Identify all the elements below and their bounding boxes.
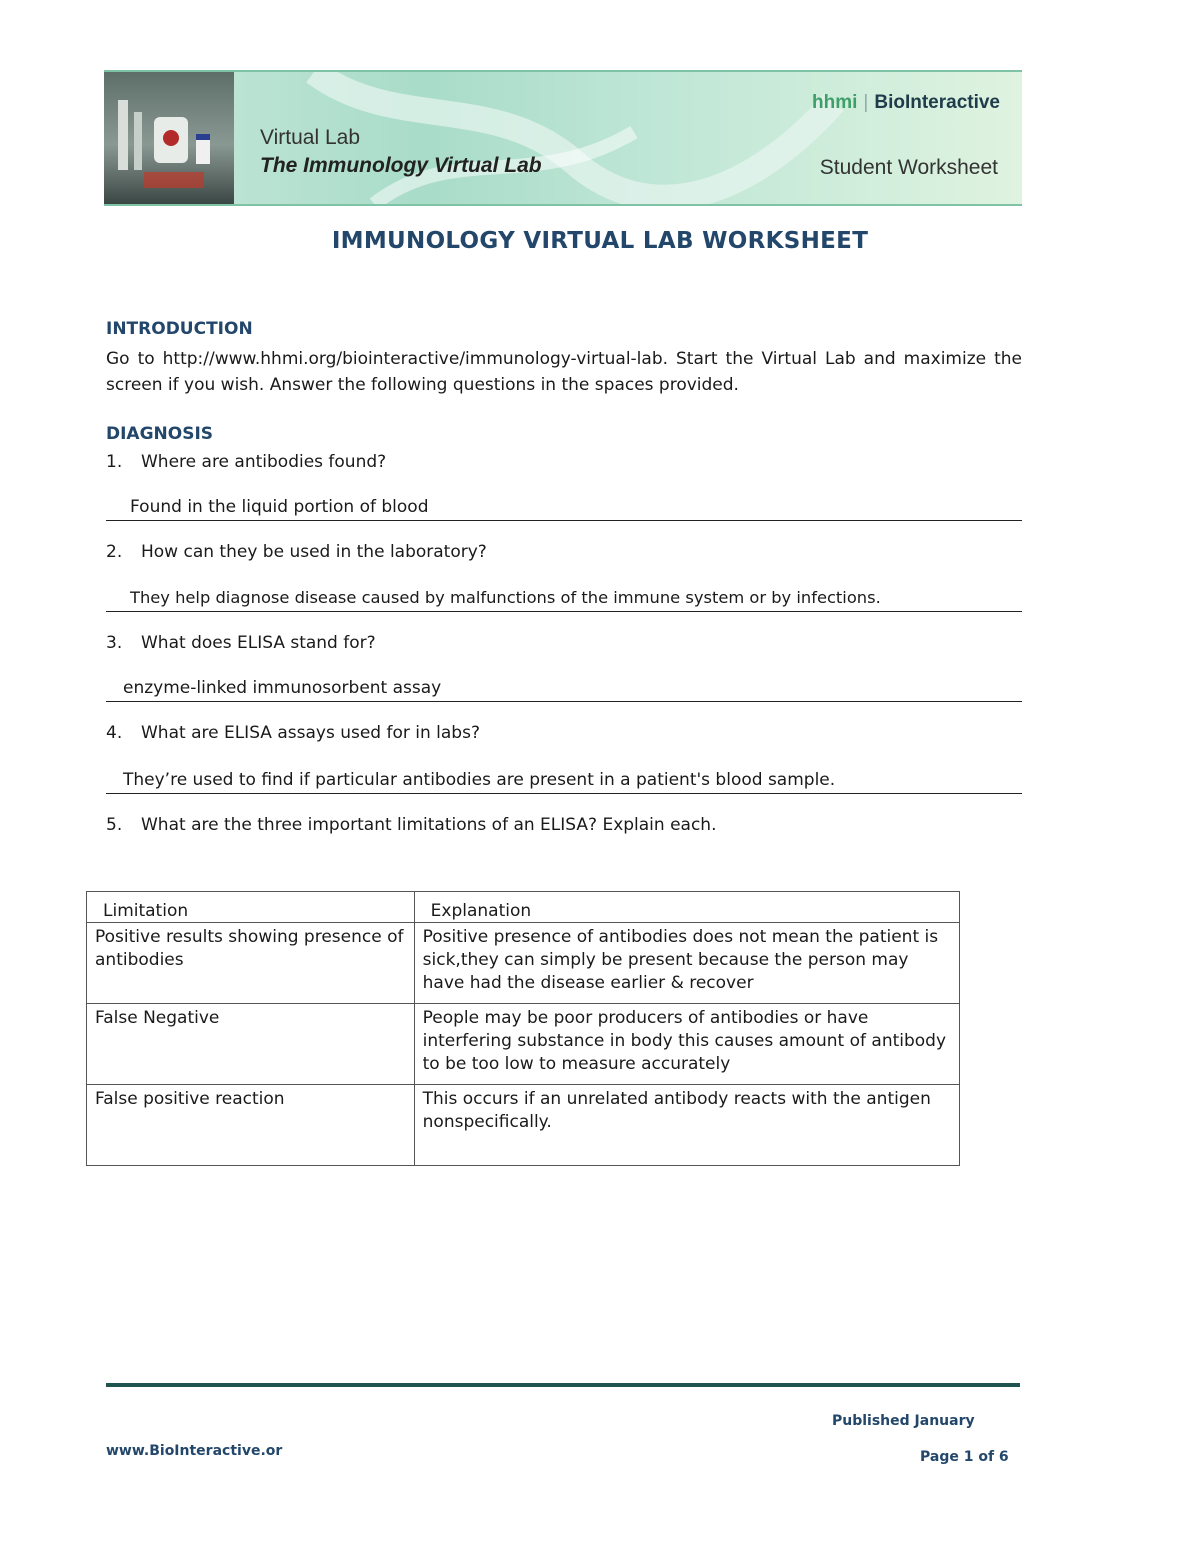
table-row [87,923,960,1004]
answer-3[interactable]: enzyme-linked immunosorbent assay [106,678,1022,702]
table-header-row [87,892,960,923]
lab-equipment-image [104,72,234,204]
biointeractive-logo: hhmi | BioInteractive [812,92,1000,113]
limitation-cell[interactable]: False Negative [87,1004,415,1085]
limitations-table [86,891,960,1166]
logo-biointeractive: BioInteractive [874,92,1000,113]
diagnosis-heading: DIAGNOSIS [106,424,214,444]
question-text: What does ELISA stand for? [141,633,376,653]
limitation-cell[interactable]: Positive results showing presence of antibodies [87,923,415,1004]
question-1 [106,452,386,472]
explanation-cell[interactable]: People may be poor producers of antibodies or have interfering substance in body this causes amount of antibody to be too low to measure accurately [414,1004,959,1085]
question-text: How can they be used in the laboratory? [141,542,487,562]
document-type: Student Worksheet [819,156,998,179]
answer-1[interactable]: Found in the liquid portion of blood [106,497,1022,521]
banner-subtitle: Virtual Lab [260,126,361,149]
banner-title: The Immunology Virtual Lab [260,154,542,177]
question-4 [106,723,480,743]
question-number: 2. [106,542,123,562]
explanation-cell[interactable]: This occurs if an unrelated antibody reacts with the antigen nonspecifically. [414,1085,959,1166]
question-2 [106,542,487,562]
table-row [87,1004,960,1085]
page-number: Page 1 of 6 [920,1449,1009,1465]
question-text: What are the three important limitations of an ELISA? Explain each. [141,815,717,835]
table-row [87,1085,960,1166]
answer-2[interactable]: They help diagnose disease caused by malfunctions of the immune system or by infections. [106,588,1022,612]
answer-4[interactable]: They’re used to find if particular antibodies are present in a patient's blood sample. [106,770,1022,794]
limitation-cell[interactable]: False positive reaction [87,1085,415,1166]
column-header-limitation: Limitation [87,892,415,923]
published-date: Published January [832,1413,975,1429]
website-link[interactable]: www.BioInteractive.or [106,1443,283,1459]
header-banner [104,70,1022,206]
worksheet-title: IMMUNOLOGY VIRTUAL LAB WORKSHEET [331,228,869,254]
question-5 [106,815,717,835]
column-header-explanation: Explanation [414,892,959,923]
question-number: 3. [106,633,123,653]
introduction-heading: INTRODUCTION [106,319,253,339]
explanation-cell[interactable]: Positive presence of antibodies does not mean the patient is sick,they can simply be present because the person may have had the disease earlier & recover [414,923,959,1004]
question-text: What are ELISA assays used for in labs? [141,723,480,743]
question-number: 1. [106,452,123,472]
question-number: 5. [106,815,123,835]
question-text: Where are antibodies found? [141,452,387,472]
decorative-swirl [274,72,874,204]
question-3 [106,633,376,653]
introduction-text: Go to http://www.hhmi.org/biointeractive/immunology-virtual-lab. Start the Virtual Lab and maximize the screen if you wish. Answer the following questions in the spaces provided. [106,349,1022,395]
lab-equipment-illustration [104,72,234,204]
footer-divider [106,1383,1020,1387]
question-number: 4. [106,723,123,743]
logo-hhmi: hhmi [812,92,858,113]
